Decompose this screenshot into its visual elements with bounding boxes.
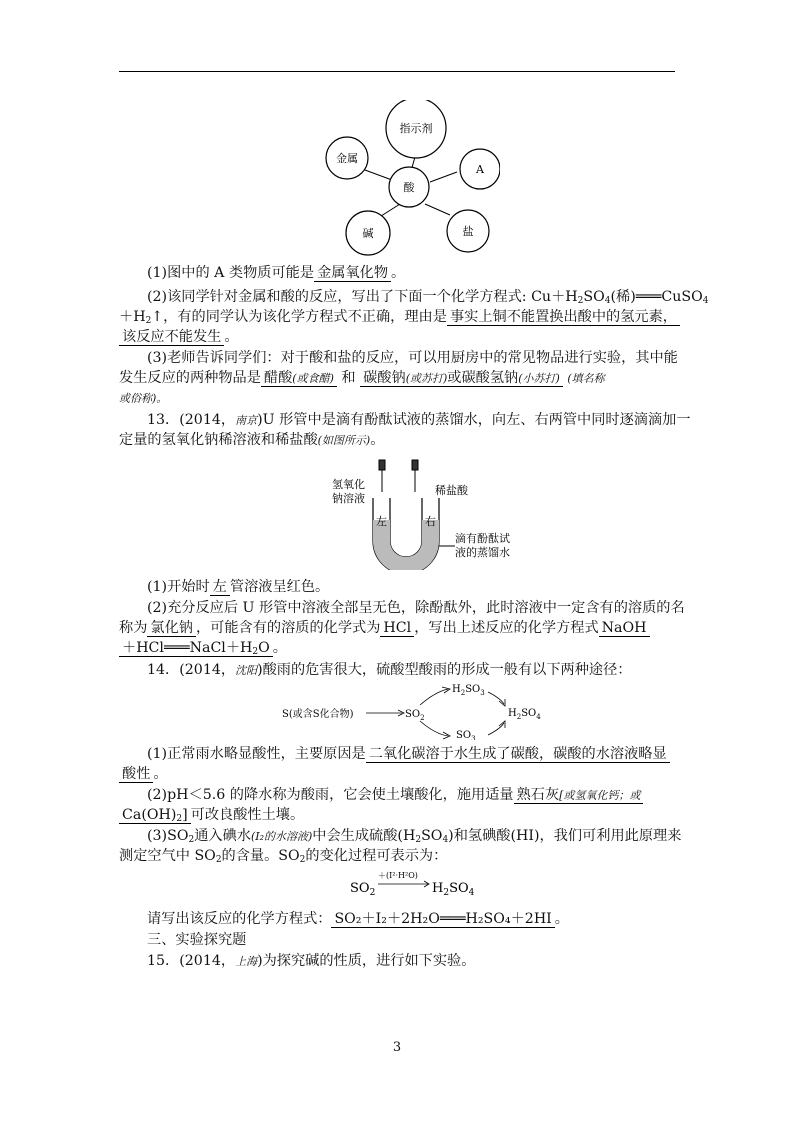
so2-equation <box>348 868 488 898</box>
section-heading: 三、实验探究题 <box>147 932 247 948</box>
label-left: 左 <box>376 515 387 528</box>
u-tube-figure <box>330 458 520 570</box>
answer: HCl <box>380 620 414 637</box>
flow-so3: $SO_3$ <box>456 730 476 740</box>
flow-h2so4: $H_2SO_4$ <box>508 708 541 721</box>
acid-rain-flow <box>280 680 550 740</box>
q12-part2-line1: (2)该同学针对金属和酸的反应，写出了下面一个化学方程式: $Cu+H_2SO_4$(稀)═══CuSO$_4$ <box>147 289 709 306</box>
q14-title: 14．(2014，沈阳)酸雨的危害很大，硫酸型酸雨的形成一般有以下两种途径： <box>147 662 632 678</box>
indicator-label: 指示剂 <box>399 122 433 135</box>
flow-start: S(或含S化合物) <box>282 709 354 720</box>
a-label: A <box>476 163 484 176</box>
label-right: 右 <box>425 515 436 528</box>
q12-part3-line2: 发生反应的两种物品是 醋酸(或食醋) 和 碳酸钠(或苏打)或碳酸氢钠(小苏打) (填名称 <box>119 370 605 386</box>
label-naoh-1: 氢氧化 <box>332 478 365 491</box>
q14-part1-line1: (1)正常雨水略显酸性，主要原因是 二氧化碳溶于水生成了碳酸，碳酸的水溶液略显 <box>147 744 670 764</box>
acid-properties-diagram <box>320 100 500 260</box>
page-number: 3 <box>392 1040 402 1055</box>
label-naoh-2: 钠溶液 <box>332 492 365 505</box>
answer: 左 <box>210 579 230 596</box>
base-label: 碱 <box>362 227 374 240</box>
svg-text:H2SO4: $H_2SO_4$ <box>432 881 475 898</box>
answer: 该反应不能发生 <box>119 329 224 346</box>
q13-part1: (1)开始时 左 管溶液呈红色。 <box>147 579 330 595</box>
answer: 金属氧化物 <box>314 265 391 282</box>
center-label: 酸 <box>403 181 415 194</box>
answer: 氯化钠 <box>147 620 196 637</box>
q13-part2-line3: $+HCl═══NaCl+H_2O$ 。 <box>119 638 287 662</box>
q14-part2-line2: $Ca(OH)_2$] 可改良酸性土壤。 <box>119 805 304 829</box>
q13-part2-line2: 称为 氯化钠 ，可能含有的溶质的化学式为 HCl ，写出上述反应的化学方程式 NaOH <box>119 618 650 638</box>
q12-part1: (1)图中的 A 类物质可能是 金属氧化物 。 <box>147 265 406 281</box>
metal-label: 金属 <box>336 152 358 165</box>
answer: NaOH <box>599 620 650 637</box>
q12-part2-line3: 该反应不能发生 。 <box>119 327 239 347</box>
answer: 二氧化碳溶于水生成了碳酸，碳酸的水溶液略显 <box>366 746 670 763</box>
q14-part1-line2: 酸性 。 <box>119 764 168 784</box>
q15-title: 15．(2014，上海)为探究碱的性质，进行如下实验。 <box>147 953 476 969</box>
flow-h2so3: $H_2SO_3$ <box>452 684 485 697</box>
answer: 酸性 <box>119 766 153 783</box>
q13-title-line1: 13．(2014，南京)U 形管中是滴有酚酞试液的蒸馏水，向左、右两管中同时逐滴滴加一 <box>147 412 691 428</box>
q14-part3-line2: 测定空气中 $SO_2$的含量。$SO_2$的变化过程可表示为： <box>119 848 448 865</box>
label-hcl: 稀盐酸 <box>435 484 468 497</box>
q14-part2-line1: (2)pH＜5.6 的降水称为酸雨，它会使土壤酸化，施用适量 熟石灰[或氢氧化钙；或 <box>147 785 643 806</box>
label-water-2: 液的蒸馏水 <box>455 546 510 559</box>
svg-text:SO2: $SO_2$ <box>350 881 376 898</box>
answer: SO₂＋I₂＋2H₂O═══H₂SO₄＋2HI <box>331 911 554 928</box>
answer: 事实上铜不能置换出酸中的氢元素， <box>447 309 680 326</box>
flow-so2: $SO_2$ <box>405 709 425 722</box>
q12-part3-line3: 或俗称)。 <box>119 392 168 405</box>
header-rule <box>119 71 675 72</box>
eq-condition: ＋(I²·H²O) <box>378 871 418 880</box>
q14-part3-line3: 请写出该反应的化学方程式： SO₂＋I₂＋2H₂O═══H₂SO₄＋2HI 。 <box>147 911 569 927</box>
q14-part3-line1: $(3)SO_2$通入碘水(I₂的水溶液)中会生成硫酸$(H_2SO_4)$和氢碘酸(HI)，我们可利用此原理来 <box>147 828 682 845</box>
q12-part3-line1: (3)老师告诉同学们：对于酸和盐的反应，可以用厨房中的常见物品进行实验，其中能 <box>147 350 678 366</box>
salt-label: 盐 <box>462 225 474 238</box>
q13-title-line2: 定量的氢氧化钠稀溶液和稀盐酸(如图所示)。 <box>119 432 385 448</box>
label-water-1: 滴有酚酞试 <box>455 532 510 545</box>
q12-part2-line2: $+H_2↑$，有的同学认为该化学方程式不正确，理由是 事实上铜不能置换出酸中的氢元素， <box>119 307 680 331</box>
q13-part2-line1: (2)充分反应后 U 形管中溶液全部呈无色，除酚酞外，此时溶液中一定含有的溶质的名 <box>147 600 685 616</box>
